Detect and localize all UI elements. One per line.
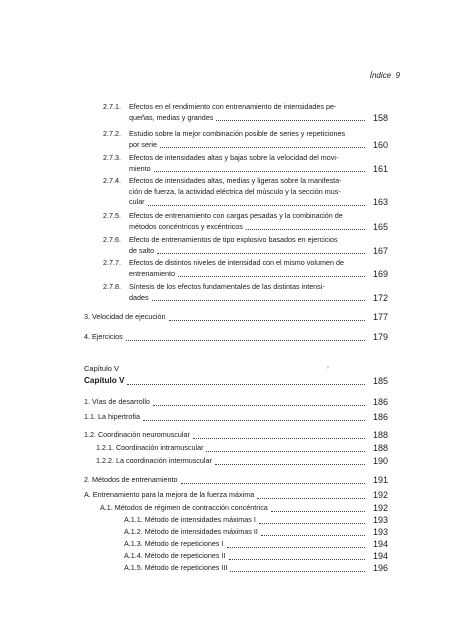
toc-entry-text: entrenamiento xyxy=(129,268,175,278)
toc-page-number: 191 xyxy=(372,475,388,485)
toc-entry-line xyxy=(129,197,388,208)
toc-entry-text: A.1.2. Método de intensidades máximas II xyxy=(124,527,258,536)
toc-page-number: 177 xyxy=(372,312,388,322)
leader-dots xyxy=(257,498,365,499)
toc-entry xyxy=(124,515,388,526)
leader-dots xyxy=(229,559,366,560)
toc-entry-line xyxy=(129,164,388,175)
toc-page-number: 193 xyxy=(372,527,388,537)
toc-entry xyxy=(124,563,388,574)
toc-entry-text: Efectos de intensidades altas y bajas sobre la velocidad del movi- xyxy=(129,153,339,162)
toc-entry xyxy=(96,443,388,454)
toc-entry-text: 1.2.2. La coordinación intermuscular xyxy=(96,456,212,465)
toc-entry-text: A. Entrenamiento para la mejora de la fuerza máxima xyxy=(84,490,255,499)
toc-page-number: 194 xyxy=(372,539,388,549)
leader-dots xyxy=(193,438,365,439)
toc-entry-number: 2.7.6. xyxy=(103,235,121,244)
toc-entry-line xyxy=(129,102,388,113)
toc-entry-line xyxy=(129,129,388,140)
toc-page-number: 179 xyxy=(372,332,388,342)
leader-dots xyxy=(216,120,365,121)
scan-mark: ᵛ xyxy=(327,366,329,372)
toc-entry-text: cular xyxy=(129,197,145,206)
toc-entry-text: 3. Velocidad de ejecución xyxy=(84,312,166,321)
toc-entry-text: queñas, medias y grandes xyxy=(129,112,214,122)
leader-dots xyxy=(227,547,366,548)
toc-entry-line xyxy=(129,235,388,246)
toc-entry-text: miento xyxy=(129,163,151,173)
toc-entry-text: 1.1. La hipertrofia xyxy=(84,412,140,421)
toc-entry-text: Efectos de distintos niveles de intensidad con el mismo volumen de xyxy=(129,258,344,267)
toc-entry-text: Capítulo V xyxy=(84,376,125,385)
toc-entry xyxy=(100,503,388,514)
toc-entry-text: Estudio sobre la mejor combinación posible de series y repeticiones xyxy=(129,129,346,138)
toc-entry-number: 2.7.2. xyxy=(103,129,121,138)
toc-entry xyxy=(124,527,388,538)
leader-dots xyxy=(126,340,365,341)
toc-entry-text: Síntesis de los efectos fundamentales de las distintas intensi- xyxy=(129,282,325,291)
toc-entry xyxy=(84,376,388,387)
leader-dots xyxy=(259,523,365,524)
toc-entry xyxy=(96,456,388,467)
toc-entry-text: A.1.4. Método de repeticiones II xyxy=(124,551,226,560)
toc-page-number: 190 xyxy=(372,456,388,466)
toc-entry-line xyxy=(129,211,388,222)
toc-entry-text: Efecto de entrenamientos de tipo explosivo basados en ejercicios xyxy=(129,235,338,244)
toc-page-number: 188 xyxy=(372,443,388,453)
toc-page-number: 158 xyxy=(372,112,388,123)
toc-entry-text: A.1.1. Método de intensidades máximas I xyxy=(124,515,256,524)
toc-entry-number: 2.7.4. xyxy=(103,176,121,185)
toc-entry xyxy=(84,312,388,323)
toc-entry-line xyxy=(129,140,388,151)
header-page-number: 9 xyxy=(395,71,400,80)
toc-entry xyxy=(124,551,388,562)
header-label: Índice xyxy=(369,71,392,80)
toc-entry-text: Efectos de intensidades altas, medias y ligeras sobre la manifesta- xyxy=(129,176,342,185)
toc-entry-number: 2.7.7. xyxy=(103,258,121,267)
chapter-label: Capítulo V xyxy=(84,364,120,373)
toc-entry-text: 1. Vías de desarrollo xyxy=(84,397,150,406)
toc-entry xyxy=(84,412,388,423)
leader-dots xyxy=(160,147,365,148)
leader-dots xyxy=(154,171,365,172)
toc-entry-line xyxy=(129,269,388,280)
toc-entry xyxy=(84,430,388,441)
toc-page-number: 192 xyxy=(372,490,388,500)
leader-dots xyxy=(271,511,365,512)
page-header xyxy=(0,71,400,80)
leader-dots xyxy=(178,276,365,277)
toc-entry-line xyxy=(129,222,388,233)
toc-page-number: 167 xyxy=(372,245,388,256)
leader-dots xyxy=(246,229,365,230)
toc-entry-text: 1.2.1. Coordinación intramuscular xyxy=(96,443,204,452)
toc-page-number: 194 xyxy=(372,551,388,561)
leader-dots xyxy=(148,205,365,206)
toc-entry-line xyxy=(129,113,388,124)
leader-dots xyxy=(153,405,365,406)
toc-page-number: 188 xyxy=(372,430,388,440)
toc-page-number: 192 xyxy=(372,503,388,513)
toc-page-number: 172 xyxy=(372,292,388,303)
toc-entry-number: 2.7.1. xyxy=(103,102,121,111)
leader-dots xyxy=(261,535,365,536)
toc-entry-number: 2.7.3. xyxy=(103,153,121,162)
toc-entry-line xyxy=(129,282,388,293)
toc-page-number: 169 xyxy=(372,268,388,279)
leader-dots xyxy=(157,253,365,254)
toc-entry-number: 2.7.5. xyxy=(103,211,121,220)
toc-entry-text: A.1. Métodos de régimen de contracción concéntrica xyxy=(100,503,268,512)
toc-entry-line xyxy=(129,176,388,187)
toc-entry-text: A.1.5. Método de repeticiones III xyxy=(124,563,228,572)
leader-dots xyxy=(152,300,365,301)
leader-dots xyxy=(230,571,365,572)
toc-page-number: 165 xyxy=(372,221,388,232)
toc-entry-line xyxy=(129,246,388,257)
leader-dots xyxy=(169,320,365,321)
toc-entry-text: Efectos en el rendimiento con entrenamiento de intensidades pe- xyxy=(129,102,337,111)
toc-page-number: 185 xyxy=(372,376,388,386)
toc-entry-line xyxy=(129,153,388,164)
toc-entry-text: 1.2. Coordinación neuromuscular xyxy=(84,430,190,439)
toc-entry-text: Efectos de entrenamiento con cargas pesadas y la combinación de xyxy=(129,211,343,220)
toc-entry-text: métodos concéntricos y excéntricos xyxy=(129,221,243,231)
toc-entry-line xyxy=(129,187,388,198)
toc-entry xyxy=(84,475,388,486)
leader-dots xyxy=(215,464,365,465)
toc-page-number: 160 xyxy=(372,139,388,150)
toc-page-number: 161 xyxy=(372,163,388,174)
toc-entry xyxy=(84,490,388,501)
toc-entry-text: ción de fuerza, la actividad eléctrica del músculo y la sección mus- xyxy=(129,186,341,196)
toc-page-number: 186 xyxy=(372,412,388,422)
toc-entry xyxy=(124,539,388,550)
toc-page-number: 196 xyxy=(372,563,388,573)
toc-page-number: 186 xyxy=(372,397,388,407)
toc-page-number: 193 xyxy=(372,515,388,525)
toc-page-number: 163 xyxy=(372,197,388,207)
toc-entry-line xyxy=(129,258,388,269)
toc-entry-text: 2. Métodos de entrenamiento xyxy=(84,475,178,484)
toc-entry-text: 4. Ejercicios xyxy=(84,332,123,341)
leader-dots xyxy=(127,384,365,385)
toc-entry-text: A.1.3. Método de repeticiones I xyxy=(124,539,224,548)
toc-entry-text: por serie xyxy=(129,139,157,149)
toc-entry xyxy=(84,397,388,408)
toc-entry-number: 2.7.8. xyxy=(103,282,121,291)
toc-entry-text: de salto xyxy=(129,245,155,255)
leader-dots xyxy=(206,451,365,452)
leader-dots xyxy=(181,483,366,484)
toc-entry-line xyxy=(129,293,388,304)
toc-entry-text: dades xyxy=(129,292,149,302)
leader-dots xyxy=(143,420,365,421)
toc-entry xyxy=(84,332,388,343)
